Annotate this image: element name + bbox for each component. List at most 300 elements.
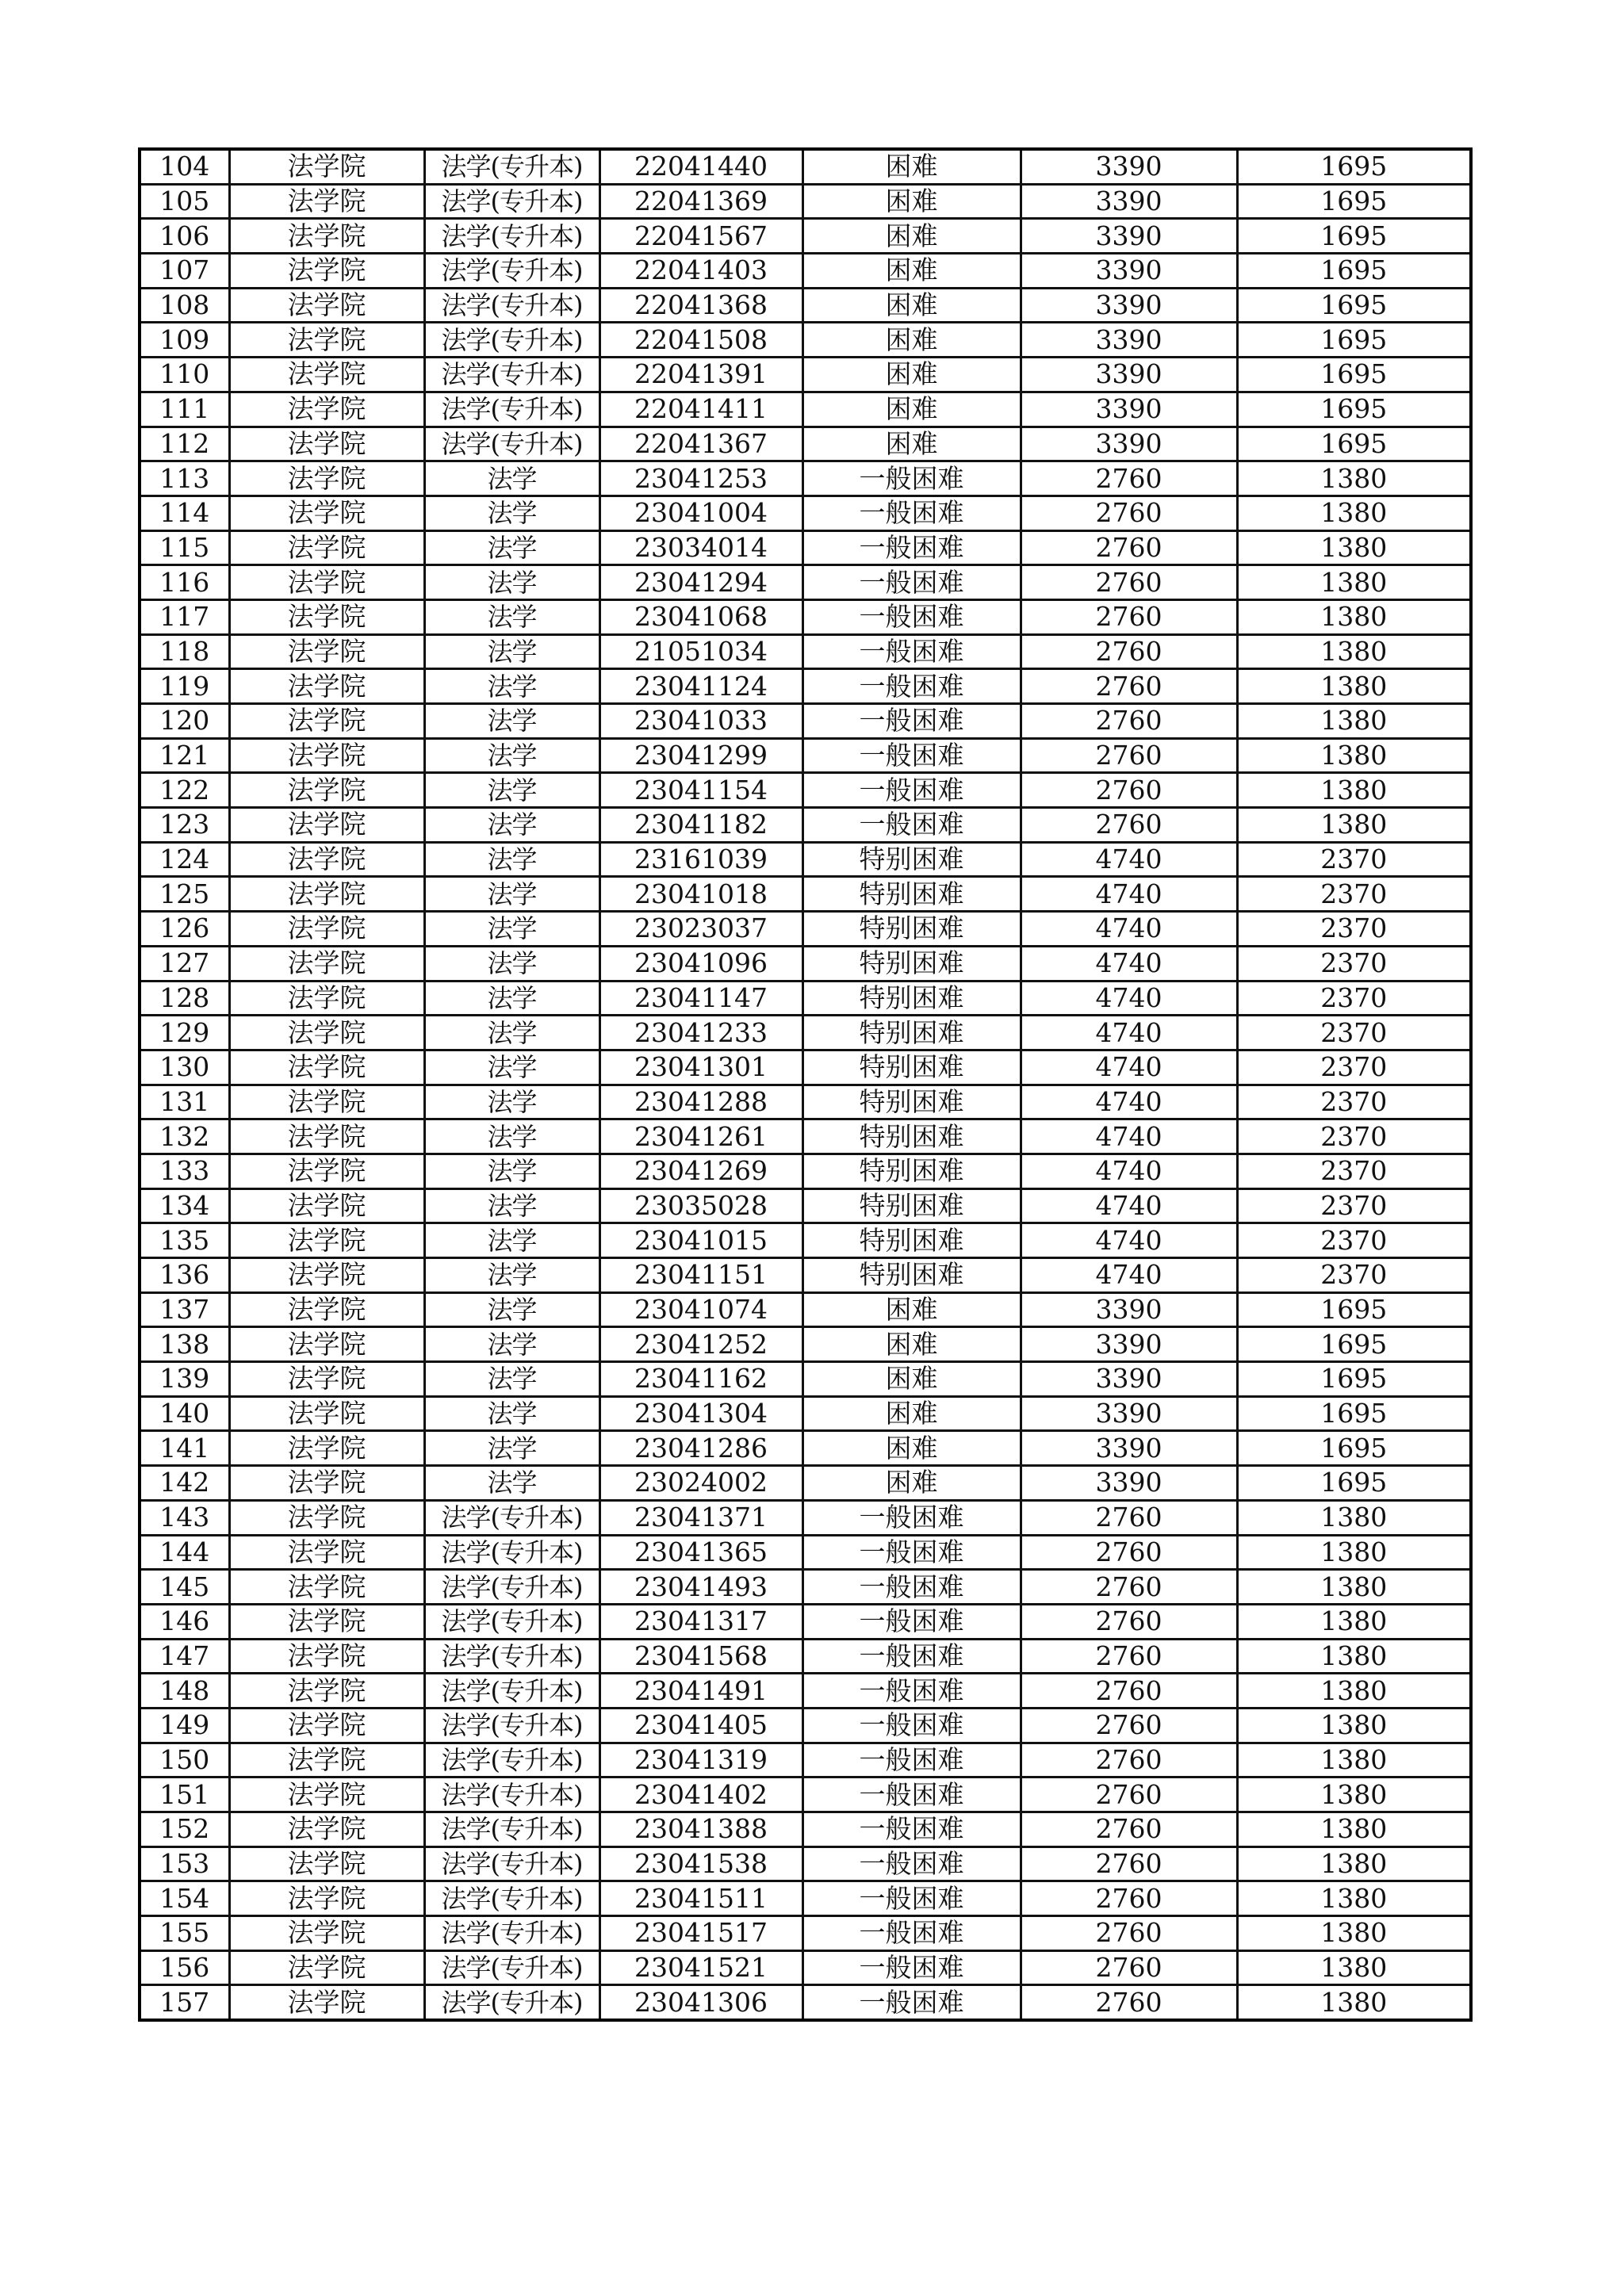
aid-amount-cell: 4740: [1021, 1085, 1237, 1119]
table-body: [140, 149, 1471, 2020]
major-cell: 法学(专升本): [424, 1950, 599, 1985]
aid-amount-cell: 3390: [1021, 184, 1237, 219]
row-number-cell: 120: [140, 704, 229, 739]
installment-amount-cell: 2370: [1237, 1085, 1471, 1119]
installment-amount-cell: 1380: [1237, 1881, 1471, 1916]
table-row: [140, 496, 1471, 530]
aid-amount-cell: 3390: [1021, 358, 1237, 392]
aid-amount-cell: 3390: [1021, 254, 1237, 289]
table-row: [140, 219, 1471, 254]
row-number-cell: 128: [140, 981, 229, 1016]
table-row: [140, 1016, 1471, 1050]
major-cell: 法学(专升本): [424, 1812, 599, 1847]
student-id-cell: 23041252: [599, 1327, 802, 1362]
difficulty-level-cell: 特别困难: [802, 1154, 1021, 1188]
difficulty-level-cell: 一般困难: [802, 530, 1021, 565]
aid-amount-cell: 2760: [1021, 1743, 1237, 1777]
row-number-cell: 152: [140, 1812, 229, 1847]
installment-amount-cell: 2370: [1237, 1016, 1471, 1050]
table-row: [140, 461, 1471, 496]
college-cell: 法学院: [229, 1327, 424, 1362]
student-id-cell: 23041018: [599, 877, 802, 912]
table-row: [140, 1085, 1471, 1119]
college-cell: 法学院: [229, 1812, 424, 1847]
student-id-cell: 23041511: [599, 1881, 802, 1916]
aid-amount-cell: 2760: [1021, 1708, 1237, 1743]
installment-amount-cell: 1695: [1237, 149, 1471, 184]
major-cell: 法学: [424, 773, 599, 808]
college-cell: 法学院: [229, 254, 424, 289]
major-cell: 法学: [424, 1431, 599, 1466]
table-row: [140, 1292, 1471, 1327]
student-id-cell: 23034014: [599, 530, 802, 565]
row-number-cell: 136: [140, 1258, 229, 1293]
aid-amount-cell: 2760: [1021, 1846, 1237, 1881]
difficulty-level-cell: 一般困难: [802, 738, 1021, 773]
installment-amount-cell: 2370: [1237, 912, 1471, 947]
table-row: [140, 1154, 1471, 1188]
student-id-cell: 23041371: [599, 1500, 802, 1535]
student-id-cell: 23041233: [599, 1016, 802, 1050]
aid-amount-cell: 2760: [1021, 634, 1237, 669]
table-row: [140, 1777, 1471, 1812]
student-id-cell: 23041033: [599, 704, 802, 739]
table-row: [140, 1223, 1471, 1258]
installment-amount-cell: 1695: [1237, 1292, 1471, 1327]
major-cell: 法学(专升本): [424, 1985, 599, 2020]
installment-amount-cell: 2370: [1237, 1154, 1471, 1188]
difficulty-level-cell: 一般困难: [802, 1535, 1021, 1570]
installment-amount-cell: 1380: [1237, 1916, 1471, 1951]
aid-amount-cell: 3390: [1021, 427, 1237, 461]
row-number-cell: 127: [140, 946, 229, 981]
student-id-cell: 22041369: [599, 184, 802, 219]
row-number-cell: 110: [140, 358, 229, 392]
difficulty-level-cell: 困难: [802, 427, 1021, 461]
table-row: [140, 704, 1471, 739]
table-row: [140, 1916, 1471, 1951]
student-id-cell: 23041388: [599, 1812, 802, 1847]
student-id-cell: 23041096: [599, 946, 802, 981]
student-id-cell: 23041538: [599, 1846, 802, 1881]
aid-amount-cell: 3390: [1021, 1431, 1237, 1466]
difficulty-level-cell: 一般困难: [802, 704, 1021, 739]
major-cell: 法学: [424, 1016, 599, 1050]
table-row: [140, 288, 1471, 323]
student-id-cell: 23024002: [599, 1466, 802, 1501]
student-id-cell: 23041306: [599, 1985, 802, 2020]
difficulty-level-cell: 一般困难: [802, 1743, 1021, 1777]
row-number-cell: 107: [140, 254, 229, 289]
student-id-cell: 23041182: [599, 808, 802, 843]
row-number-cell: 124: [140, 842, 229, 877]
college-cell: 法学院: [229, 1846, 424, 1881]
student-id-cell: 22041567: [599, 219, 802, 254]
aid-amount-cell: 2760: [1021, 530, 1237, 565]
major-cell: 法学: [424, 981, 599, 1016]
major-cell: 法学(专升本): [424, 1846, 599, 1881]
row-number-cell: 151: [140, 1777, 229, 1812]
aid-amount-cell: 2760: [1021, 704, 1237, 739]
table-row: [140, 981, 1471, 1016]
row-number-cell: 112: [140, 427, 229, 461]
student-id-cell: 23023037: [599, 912, 802, 947]
row-number-cell: 132: [140, 1119, 229, 1154]
difficulty-level-cell: 一般困难: [802, 1881, 1021, 1916]
table-row: [140, 358, 1471, 392]
difficulty-level-cell: 特别困难: [802, 842, 1021, 877]
student-id-cell: 23041124: [599, 669, 802, 704]
installment-amount-cell: 1695: [1237, 219, 1471, 254]
student-id-cell: 23041253: [599, 461, 802, 496]
aid-amount-cell: 2760: [1021, 773, 1237, 808]
row-number-cell: 157: [140, 1985, 229, 2020]
major-cell: 法学(专升本): [424, 358, 599, 392]
major-cell: 法学: [424, 704, 599, 739]
major-cell: 法学(专升本): [424, 1604, 599, 1639]
table-row: [140, 1604, 1471, 1639]
difficulty-level-cell: 一般困难: [802, 669, 1021, 704]
row-number-cell: 129: [140, 1016, 229, 1050]
installment-amount-cell: 1380: [1237, 808, 1471, 843]
difficulty-level-cell: 一般困难: [802, 1674, 1021, 1709]
row-number-cell: 149: [140, 1708, 229, 1743]
row-number-cell: 117: [140, 599, 229, 634]
college-cell: 法学院: [229, 1708, 424, 1743]
college-cell: 法学院: [229, 1396, 424, 1431]
difficulty-level-cell: 一般困难: [802, 496, 1021, 530]
major-cell: 法学(专升本): [424, 1916, 599, 1951]
table-row: [140, 842, 1471, 877]
college-cell: 法学院: [229, 496, 424, 530]
college-cell: 法学院: [229, 1050, 424, 1085]
student-id-cell: 22041391: [599, 358, 802, 392]
college-cell: 法学院: [229, 981, 424, 1016]
major-cell: 法学(专升本): [424, 1674, 599, 1709]
college-cell: 法学院: [229, 565, 424, 600]
table-row: [140, 738, 1471, 773]
table-row: [140, 149, 1471, 184]
installment-amount-cell: 1380: [1237, 1604, 1471, 1639]
table-row: [140, 1327, 1471, 1362]
college-cell: 法学院: [229, 1916, 424, 1951]
table-row: [140, 634, 1471, 669]
row-number-cell: 134: [140, 1188, 229, 1223]
row-number-cell: 137: [140, 1292, 229, 1327]
college-cell: 法学院: [229, 1639, 424, 1674]
row-number-cell: 156: [140, 1950, 229, 1985]
table-row: [140, 1950, 1471, 1985]
college-cell: 法学院: [229, 773, 424, 808]
table-row: [140, 1846, 1471, 1881]
aid-amount-cell: 3390: [1021, 1466, 1237, 1501]
difficulty-level-cell: 特别困难: [802, 1258, 1021, 1293]
row-number-cell: 125: [140, 877, 229, 912]
installment-amount-cell: 2370: [1237, 842, 1471, 877]
difficulty-level-cell: 一般困难: [802, 1639, 1021, 1674]
table-row: [140, 773, 1471, 808]
installment-amount-cell: 1695: [1237, 1396, 1471, 1431]
installment-amount-cell: 1380: [1237, 1950, 1471, 1985]
major-cell: 法学: [424, 1327, 599, 1362]
college-cell: 法学院: [229, 1154, 424, 1188]
student-id-cell: 23041286: [599, 1431, 802, 1466]
college-cell: 法学院: [229, 1535, 424, 1570]
college-cell: 法学院: [229, 1743, 424, 1777]
row-number-cell: 115: [140, 530, 229, 565]
table-row: [140, 1570, 1471, 1605]
student-id-cell: 23041493: [599, 1570, 802, 1605]
difficulty-level-cell: 一般困难: [802, 808, 1021, 843]
major-cell: 法学: [424, 1396, 599, 1431]
aid-amount-cell: 3390: [1021, 149, 1237, 184]
college-cell: 法学院: [229, 946, 424, 981]
table-row: [140, 669, 1471, 704]
table-row: [140, 565, 1471, 600]
row-number-cell: 114: [140, 496, 229, 530]
major-cell: 法学(专升本): [424, 392, 599, 427]
major-cell: 法学(专升本): [424, 323, 599, 358]
installment-amount-cell: 1695: [1237, 184, 1471, 219]
college-cell: 法学院: [229, 704, 424, 739]
aid-amount-cell: 2760: [1021, 1535, 1237, 1570]
major-cell: 法学: [424, 1050, 599, 1085]
aid-amount-cell: 4740: [1021, 1188, 1237, 1223]
table-row: [140, 1639, 1471, 1674]
row-number-cell: 150: [140, 1743, 229, 1777]
aid-amount-cell: 2760: [1021, 1639, 1237, 1674]
college-cell: 法学院: [229, 1777, 424, 1812]
major-cell: 法学: [424, 669, 599, 704]
table-row: [140, 184, 1471, 219]
college-cell: 法学院: [229, 1604, 424, 1639]
student-id-cell: 23041299: [599, 738, 802, 773]
aid-amount-cell: 3390: [1021, 219, 1237, 254]
major-cell: 法学: [424, 1292, 599, 1327]
aid-amount-cell: 2760: [1021, 669, 1237, 704]
student-id-cell: 23041151: [599, 1258, 802, 1293]
college-cell: 法学院: [229, 599, 424, 634]
aid-amount-cell: 3390: [1021, 1362, 1237, 1397]
difficulty-level-cell: 特别困难: [802, 912, 1021, 947]
installment-amount-cell: 2370: [1237, 946, 1471, 981]
student-id-cell: 23041261: [599, 1119, 802, 1154]
installment-amount-cell: 1380: [1237, 461, 1471, 496]
table-row: [140, 1258, 1471, 1293]
table-row: [140, 912, 1471, 947]
difficulty-level-cell: 一般困难: [802, 1708, 1021, 1743]
major-cell: 法学: [424, 1119, 599, 1154]
row-number-cell: 118: [140, 634, 229, 669]
table-row: [140, 1881, 1471, 1916]
student-id-cell: 23041405: [599, 1708, 802, 1743]
table-row: [140, 392, 1471, 427]
major-cell: 法学: [424, 1154, 599, 1188]
difficulty-level-cell: 一般困难: [802, 1985, 1021, 2020]
aid-amount-cell: 2760: [1021, 1604, 1237, 1639]
major-cell: 法学: [424, 1085, 599, 1119]
major-cell: 法学(专升本): [424, 1708, 599, 1743]
aid-amount-cell: 2760: [1021, 1950, 1237, 1985]
row-number-cell: 135: [140, 1223, 229, 1258]
installment-amount-cell: 1695: [1237, 358, 1471, 392]
table-row: [140, 254, 1471, 289]
college-cell: 法学院: [229, 1881, 424, 1916]
installment-amount-cell: 1380: [1237, 599, 1471, 634]
installment-amount-cell: 1380: [1237, 1674, 1471, 1709]
difficulty-level-cell: 困难: [802, 358, 1021, 392]
row-number-cell: 142: [140, 1466, 229, 1501]
table-row: [140, 1188, 1471, 1223]
student-id-cell: 23161039: [599, 842, 802, 877]
installment-amount-cell: 1380: [1237, 1535, 1471, 1570]
table-row: [140, 1985, 1471, 2020]
installment-amount-cell: 1380: [1237, 1812, 1471, 1847]
college-cell: 法学院: [229, 392, 424, 427]
aid-amount-cell: 2760: [1021, 1881, 1237, 1916]
difficulty-level-cell: 一般困难: [802, 1500, 1021, 1535]
major-cell: 法学: [424, 877, 599, 912]
installment-amount-cell: 2370: [1237, 877, 1471, 912]
table-row: [140, 946, 1471, 981]
difficulty-level-cell: 困难: [802, 219, 1021, 254]
major-cell: 法学: [424, 946, 599, 981]
aid-amount-cell: 2760: [1021, 461, 1237, 496]
student-id-cell: 23035028: [599, 1188, 802, 1223]
installment-amount-cell: 1695: [1237, 254, 1471, 289]
student-id-cell: 23041004: [599, 496, 802, 530]
installment-amount-cell: 1380: [1237, 1708, 1471, 1743]
college-cell: 法学院: [229, 323, 424, 358]
installment-amount-cell: 1695: [1237, 1327, 1471, 1362]
row-number-cell: 146: [140, 1604, 229, 1639]
major-cell: 法学(专升本): [424, 427, 599, 461]
student-id-cell: 21051034: [599, 634, 802, 669]
difficulty-level-cell: 困难: [802, 254, 1021, 289]
major-cell: 法学(专升本): [424, 1570, 599, 1605]
aid-amount-cell: 2760: [1021, 1500, 1237, 1535]
difficulty-level-cell: 困难: [802, 1292, 1021, 1327]
table-row: [140, 599, 1471, 634]
aid-amount-cell: 3390: [1021, 1292, 1237, 1327]
difficulty-level-cell: 一般困难: [802, 461, 1021, 496]
difficulty-level-cell: 一般困难: [802, 1812, 1021, 1847]
student-id-cell: 23041147: [599, 981, 802, 1016]
row-number-cell: 119: [140, 669, 229, 704]
student-id-cell: 23041304: [599, 1396, 802, 1431]
student-id-cell: 23041301: [599, 1050, 802, 1085]
row-number-cell: 141: [140, 1431, 229, 1466]
table-row: [140, 1500, 1471, 1535]
aid-amount-cell: 4740: [1021, 842, 1237, 877]
difficulty-level-cell: 特别困难: [802, 981, 1021, 1016]
student-id-cell: 23041068: [599, 599, 802, 634]
major-cell: 法学: [424, 1258, 599, 1293]
installment-amount-cell: 2370: [1237, 1223, 1471, 1258]
row-number-cell: 144: [140, 1535, 229, 1570]
table-row: [140, 323, 1471, 358]
college-cell: 法学院: [229, 149, 424, 184]
aid-amount-cell: 4740: [1021, 912, 1237, 947]
college-cell: 法学院: [229, 1362, 424, 1397]
student-id-cell: 22041508: [599, 323, 802, 358]
installment-amount-cell: 1380: [1237, 704, 1471, 739]
aid-amount-cell: 2760: [1021, 1916, 1237, 1951]
aid-amount-cell: 4740: [1021, 1119, 1237, 1154]
aid-amount-cell: 2760: [1021, 1570, 1237, 1605]
aid-amount-cell: 4740: [1021, 1016, 1237, 1050]
major-cell: 法学: [424, 1188, 599, 1223]
college-cell: 法学院: [229, 1500, 424, 1535]
aid-amount-cell: 2760: [1021, 738, 1237, 773]
major-cell: 法学: [424, 634, 599, 669]
aid-amount-cell: 4740: [1021, 1154, 1237, 1188]
installment-amount-cell: 1380: [1237, 1777, 1471, 1812]
student-id-cell: 23041491: [599, 1674, 802, 1709]
college-cell: 法学院: [229, 1674, 424, 1709]
difficulty-level-cell: 一般困难: [802, 1846, 1021, 1881]
difficulty-level-cell: 一般困难: [802, 565, 1021, 600]
table-row: [140, 427, 1471, 461]
aid-amount-cell: 2760: [1021, 1674, 1237, 1709]
installment-amount-cell: 2370: [1237, 981, 1471, 1016]
aid-amount-cell: 3390: [1021, 288, 1237, 323]
difficulty-level-cell: 困难: [802, 184, 1021, 219]
major-cell: 法学: [424, 565, 599, 600]
row-number-cell: 154: [140, 1881, 229, 1916]
difficulty-level-cell: 特别困难: [802, 946, 1021, 981]
college-cell: 法学院: [229, 288, 424, 323]
table-row: [140, 1431, 1471, 1466]
college-cell: 法学院: [229, 1466, 424, 1501]
row-number-cell: 133: [140, 1154, 229, 1188]
student-id-cell: 23041517: [599, 1916, 802, 1951]
college-cell: 法学院: [229, 530, 424, 565]
college-cell: 法学院: [229, 1119, 424, 1154]
aid-amount-cell: 2760: [1021, 1985, 1237, 2020]
student-id-cell: 23041294: [599, 565, 802, 600]
installment-amount-cell: 1695: [1237, 1362, 1471, 1397]
installment-amount-cell: 2370: [1237, 1119, 1471, 1154]
row-number-cell: 145: [140, 1570, 229, 1605]
row-number-cell: 113: [140, 461, 229, 496]
installment-amount-cell: 1695: [1237, 288, 1471, 323]
college-cell: 法学院: [229, 1950, 424, 1985]
installment-amount-cell: 2370: [1237, 1258, 1471, 1293]
installment-amount-cell: 1695: [1237, 1466, 1471, 1501]
row-number-cell: 123: [140, 808, 229, 843]
major-cell: 法学(专升本): [424, 288, 599, 323]
difficulty-level-cell: 困难: [802, 1431, 1021, 1466]
difficulty-level-cell: 特别困难: [802, 1085, 1021, 1119]
row-number-cell: 130: [140, 1050, 229, 1085]
row-number-cell: 111: [140, 392, 229, 427]
aid-amount-cell: 2760: [1021, 496, 1237, 530]
college-cell: 法学院: [229, 1188, 424, 1223]
college-cell: 法学院: [229, 842, 424, 877]
major-cell: 法学: [424, 599, 599, 634]
college-cell: 法学院: [229, 669, 424, 704]
student-id-cell: 23041154: [599, 773, 802, 808]
major-cell: 法学(专升本): [424, 1500, 599, 1535]
student-id-cell: 22041368: [599, 288, 802, 323]
installment-amount-cell: 1695: [1237, 427, 1471, 461]
major-cell: 法学: [424, 461, 599, 496]
aid-amount-cell: 3390: [1021, 1396, 1237, 1431]
student-id-cell: 23041402: [599, 1777, 802, 1812]
aid-amount-cell: 4740: [1021, 1258, 1237, 1293]
table-row: [140, 877, 1471, 912]
